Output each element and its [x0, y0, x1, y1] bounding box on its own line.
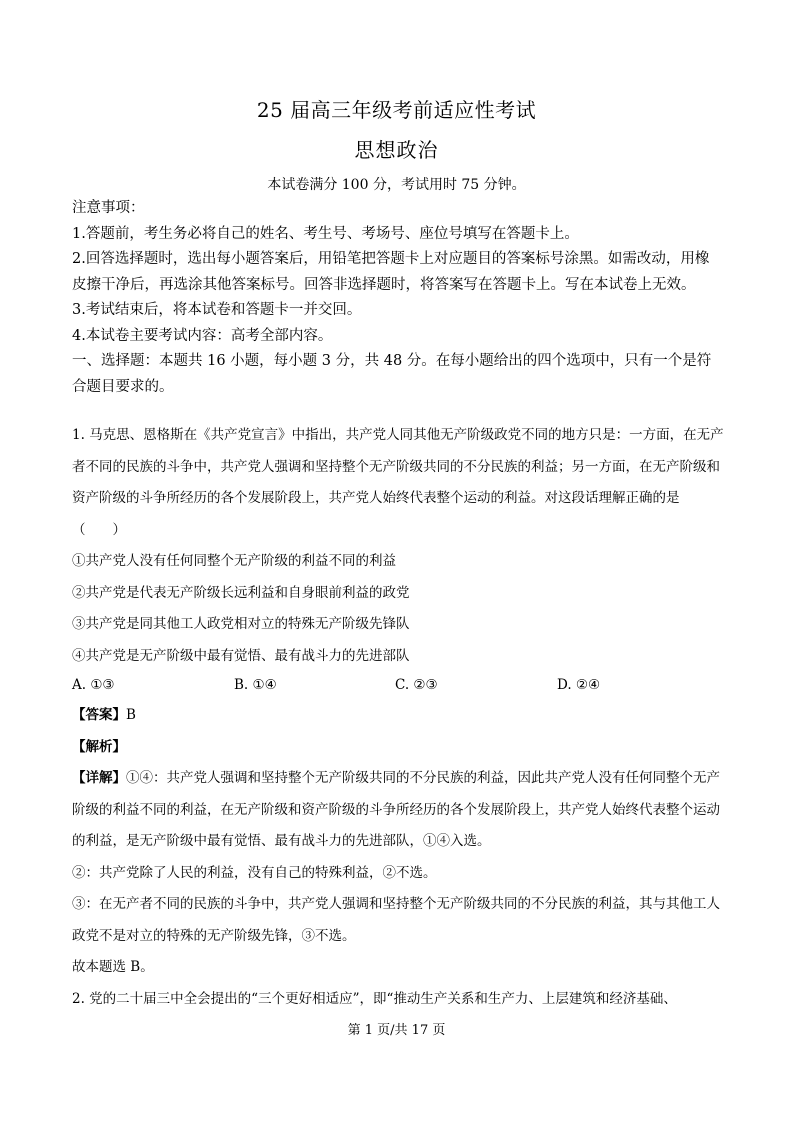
question-2-stem: 2. 党的二十届三中全会提出的“三个更好相适应”，即“推动生产关系和生产力、上层建筑和经济基础、 [72, 990, 677, 1007]
statement-item: ②共产党是代表无产阶级长远利益和自身眼前利益的政党 [72, 584, 410, 601]
analysis-label: 【解析】 [72, 738, 126, 755]
conclusion: 故本题选 B。 [72, 959, 154, 975]
detail-paragraph [72, 763, 724, 858]
detail-text: ①④：共产党人强调和坚持整个无产阶级共同的不分民族的利益，因此共产党人没有任何同整个无产阶级的利益不同的利益，在无产阶级和资产阶级的斗争所经历的各个发展阶段上，共产党人始终代表整个运动的利益，是无产阶级中最有觉悟、最有战斗力的先进部队，①④入选。 [72, 770, 720, 849]
option-b: B. ①④ [234, 677, 277, 693]
note-item: 1.答题前，考生务必将自己的姓名、考生号、考场号、座位号填写在答题卡上。 [72, 225, 579, 242]
option-d: D. ②④ [557, 677, 601, 693]
notes-heading: 注意事项： [72, 200, 145, 216]
answer-line [72, 700, 724, 732]
exam-title: 25 届高三年级考前适应性考试 [256, 98, 537, 122]
answer-section [72, 700, 724, 1015]
question-stem: 1. 马克思、恩格斯在《共产党宣言》中指出，共产党人同其他无产阶级政党不同的地方只是：一方面，在无产者不同的民族的斗争中，共产党人强调和坚持整个无产阶级共同的不分民族的利益；另一方面，在无产阶级和资产阶级的斗争所经历的各个发展阶段上，共产党人始终代表整个运动的利益。对这段话理解正确的是（ ） [72, 427, 724, 538]
detail-paragraph-2: ②：共产党除了人民的利益，没有自己的特殊利益，②不选。 [72, 864, 437, 881]
option-c: C. ②③ [395, 677, 438, 693]
answer-label: 【答案】 [72, 707, 126, 723]
note-item: 2.回答选择题时，选出每小题答案后，用铅笔把答题卡上对应题目的答案标号涂黑。如需改动，用橡皮擦干净后，再选涂其他答案标号。回答非选择题时，将答案写在答题卡上。写在本试卷上无效。 [72, 251, 710, 293]
subject-title: 思想政治 [354, 138, 439, 162]
question-1 [72, 420, 724, 672]
note-item: 3.考试结束后，将本试卷和答题卡一并交回。 [72, 302, 362, 318]
page-footer: 第 1 页/共 17 页 [347, 1023, 446, 1038]
statement-item: ①共产党人没有任何同整个无产阶级的利益不同的利益 [72, 553, 396, 569]
detail-label: 【详解】 [72, 770, 126, 786]
options-row [72, 672, 722, 698]
section-heading: 一、选择题：本题共 16 小题，每小题 3 分，共 48 分。在每小题给出的四个选项中，只有一个是符合题目要求的。 [72, 353, 712, 395]
answer-value: B [126, 707, 136, 723]
exam-meta: 本试卷满分 100 分，考试用时 75 分钟。 [267, 177, 526, 193]
statement-item: ③共产党是同其他工人政党相对立的特殊无产阶级先锋队 [72, 616, 410, 632]
statement-item: ④共产党是无产阶级中最有觉悟、最有战斗力的先进部队 [72, 647, 410, 664]
option-a: A. ①③ [72, 677, 115, 693]
note-item: 4.本试卷主要考试内容：高考全部内容。 [72, 327, 333, 344]
detail-paragraph-3: ③：在无产者不同的民族的斗争中，共产党人强调和坚持整个无产阶级共同的不分民族的利益，其与其他工人政党不是对立的特殊的无产阶级先锋，③不选。 [72, 896, 720, 944]
notes-section [72, 196, 722, 400]
